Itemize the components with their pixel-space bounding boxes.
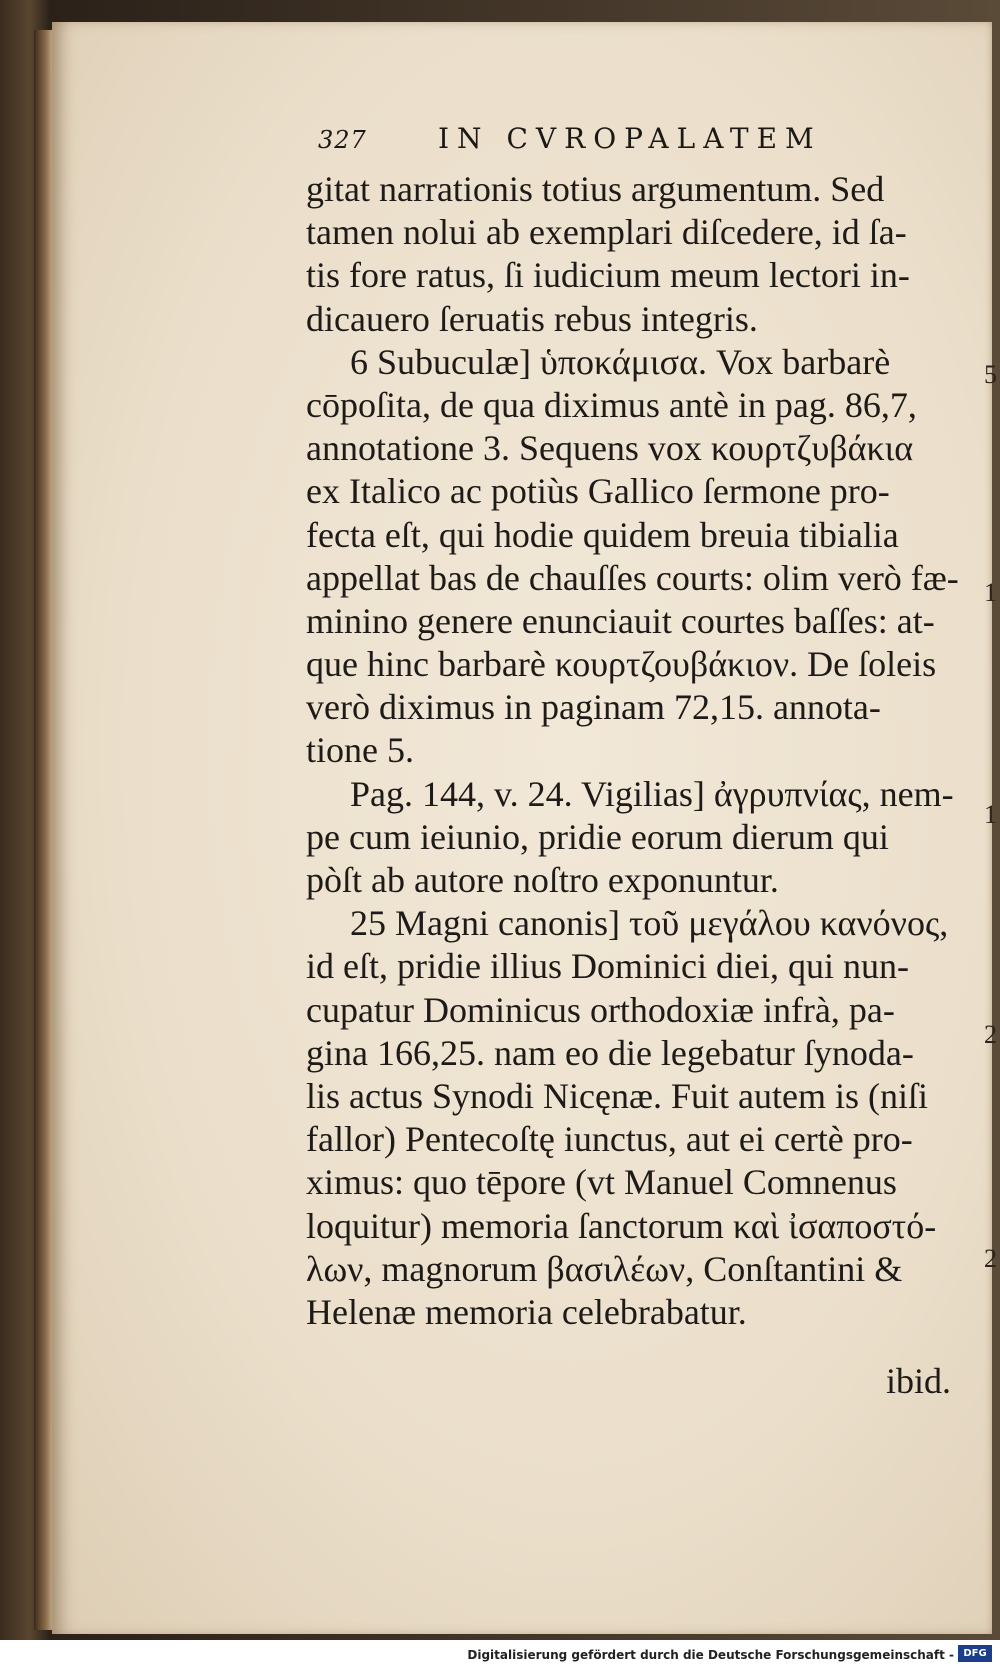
text-line: gina 166,25. nam eo die legebatur ſynoda- — [306, 1032, 914, 1073]
text-line: verò diximus in paginam 72,15. annota- — [306, 687, 881, 728]
text-line: tione 5. — [306, 730, 414, 771]
text-line: lis actus Synodi Nicęnæ. Fuit autem is (niſi — [306, 1075, 928, 1116]
text-line: id eſt, pridie illius Dominici diei, qui nun- — [306, 946, 909, 987]
text-line: fecta eſt, qui hodie quidem breuia tibialia — [306, 514, 899, 555]
text-line: tamen nolui ab exemplari diſcedere, id ſa- — [306, 212, 907, 253]
margin-number: 2 — [984, 1244, 997, 1273]
dfg-logo: DFG — [958, 1645, 992, 1662]
text-line: minino genere enunciauit courtes baſſes: at- — [306, 600, 935, 641]
text-line: pe cum ieiunio, pridie eorum dierum qui — [306, 816, 889, 857]
text-line: cupatur Dominicus orthodoxiæ infrà, pa- — [306, 989, 895, 1030]
margin-number: 1 — [984, 800, 997, 829]
running-head — [318, 122, 898, 164]
text-line: 25 Magni canonis] τοῦ μεγάλου κανόνος, — [350, 903, 949, 944]
text-line: ex Italico ac potiùs Gallico ſermone pro- — [306, 471, 890, 512]
margin-number: 2 — [984, 1020, 997, 1049]
text-line: loquitur) memoria ſanctorum καὶ ἰσαποστό- — [306, 1205, 937, 1246]
text-body — [306, 168, 966, 1334]
text-line: Helenæ memoria celebrabatur. — [306, 1291, 747, 1332]
text-line: pòſt ab autore noſtro exponuntur. — [306, 860, 779, 900]
footer-credit: Digitalisierung gefördert durch die Deutsche Forschungsgemeinschaft - — [467, 1648, 954, 1662]
margin-number: 5 — [984, 360, 997, 389]
catchword: ibid. — [886, 1361, 952, 1401]
running-title: IN CVROPALATEM — [438, 122, 822, 155]
page-edge — [34, 30, 54, 1630]
text-line: dicauero ſeruatis rebus integris. — [306, 298, 758, 339]
text-line: ximus: quo tēpore (vt Manuel Comnenus — [306, 1162, 897, 1203]
text-line: 6 Subuculæ] ὑποκάμισα. Vox barbarè — [350, 341, 891, 382]
text-line: que hinc barbarè κουρτζουβάκιον. De ſoleis — [306, 644, 937, 685]
text-line: fallor) Pentecoſtę iunctus, aut ei certè pro- — [306, 1119, 913, 1160]
text-line: Pag. 144, v. 24. Vigilias] ἀγρυπνίας, nem- — [350, 773, 954, 814]
text-line: gitat narrationis totius argumentum. Sed — [306, 169, 885, 209]
page-number: 327 — [318, 126, 367, 154]
text-line: tis fore ratus, ſi iudicium meum lectori in- — [306, 255, 910, 296]
text-line: appellat bas de chauſſes courts: olim verò fæ- — [306, 557, 959, 598]
text-line: λων, magnorum βασιλέων, Conſtantini & — [306, 1248, 903, 1289]
text-line: cōpoſita, de qua diximus antè in pag. 86,7, — [306, 384, 917, 425]
text-line: annotatione 3. Sequens vox κουρτζυβάκια — [306, 428, 914, 469]
margin-number: 1 — [984, 578, 997, 607]
